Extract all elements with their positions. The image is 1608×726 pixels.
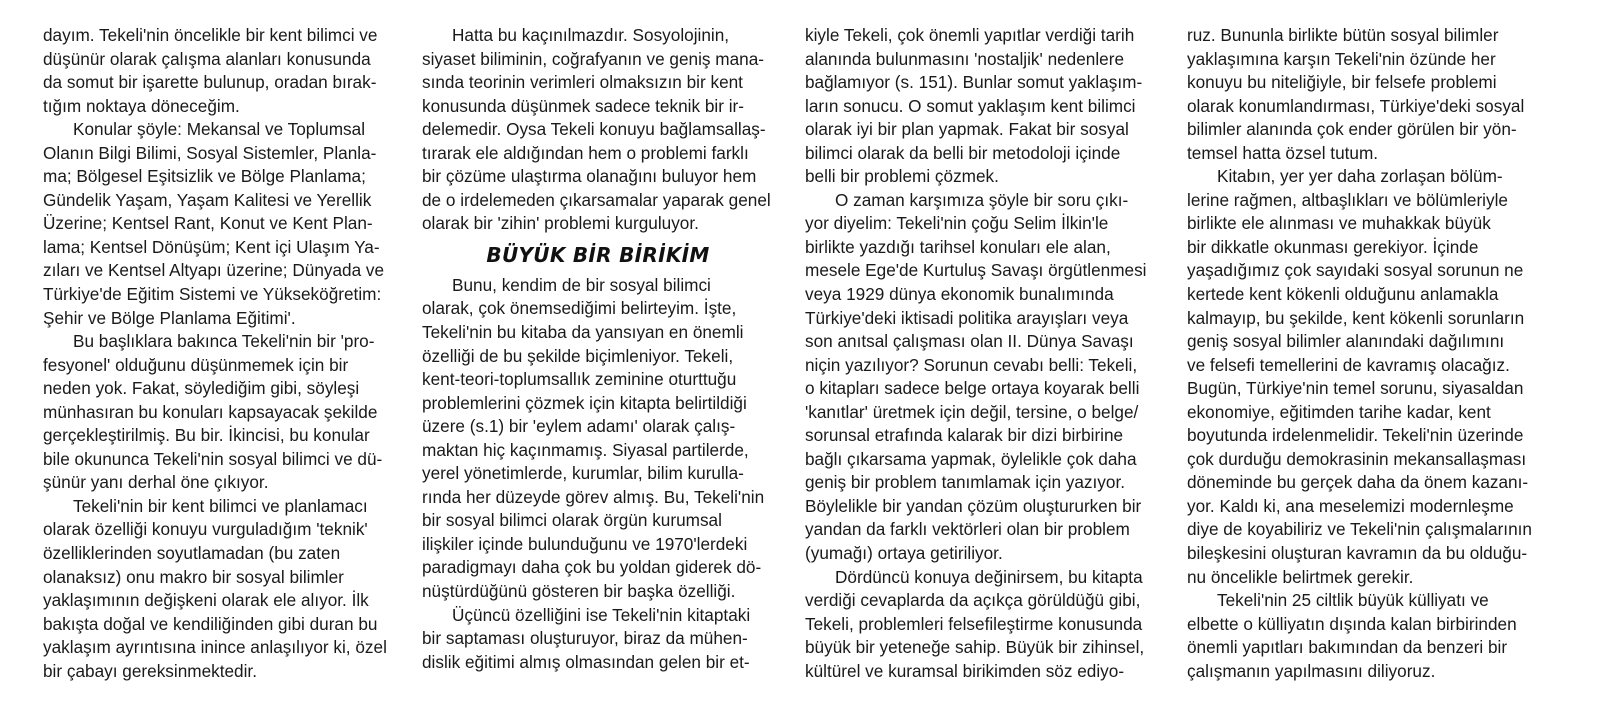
text-line: tırarak ele aldığından hem o problemi farklı <box>422 142 749 163</box>
paragraph <box>1187 165 1539 589</box>
paragraph <box>43 118 395 330</box>
text-line: Türkiye'de Eğitim Sistemi ve Yükseköğretim: <box>43 284 382 305</box>
text-line: bir çabayı gereksinmektedir. <box>43 660 257 681</box>
text-line: ilişkiler içinde bulunduğunu ve 1970'lerdeki <box>422 533 748 554</box>
text-line: geniş bir problem tanımlamak için yazıyor. <box>805 472 1126 493</box>
text-line: dayım. Tekeli'nin öncelikle bir kent bilimci ve <box>43 25 378 45</box>
text-line: münhasıran bu konuları kapsayacak şekilde <box>43 401 378 422</box>
text-line: ların sonucu. O somut yaklaşım kent bilimci <box>805 95 1136 116</box>
paragraph <box>805 24 1157 189</box>
text-line: bile okununca Tekeli'nin sosyal bilimci ve dü- <box>43 448 383 469</box>
text-line: yor. Kaldı ki, ana meselemizi modernleşme <box>1187 495 1514 516</box>
text-line: Üçüncü özelliğini ise Tekeli'nin kitaptaki <box>452 604 751 625</box>
text-line: sında teorinin verimleri olmaksızın bir kent <box>422 72 743 93</box>
text-line: diye de koyabiliriz ve Tekeli'nin çalışmalarının <box>1187 519 1532 540</box>
text-line: Kitabın, yer yer daha zorlaşan bölüm- <box>1217 166 1503 187</box>
paragraph <box>422 24 774 236</box>
text-line: kertede kent kökenli olduğunu anlamakla <box>1187 284 1499 305</box>
text-line: ruz. Bununla birlikte bütün sosyal bilimler <box>1187 25 1499 45</box>
text-line: Böylelikle bir yandan çözüm oluştururken bir <box>805 495 1142 516</box>
text-line: yaklaşım ayrıntısına inince anlaşılıyor ki, özel <box>43 637 387 658</box>
text-line: konusunda düşünmek sadece teknik bir ir- <box>422 95 744 116</box>
section-heading: BÜYÜK BİR BİRİKİM <box>486 242 710 267</box>
text-line: çok durduğu demokrasinin mekansallaşması <box>1187 448 1527 469</box>
text-line: ma; Bölgesel Eşitsizlik ve Bölge Planlama; <box>43 166 366 187</box>
text-line: olarak özelliği konuyu vurguladığım 'teknik' <box>43 519 368 540</box>
text-line: düşünür olarak çalışma alanları konusunda <box>43 48 371 69</box>
text-line: döneminde bu gerçek daha da önem kazanı- <box>1187 472 1529 493</box>
text-line: de o irdelemeden çıkarsamalar yaparak genel <box>422 189 771 210</box>
text-column-4 <box>1187 24 1539 683</box>
text-line: Tekeli'nin bu kitaba da yansıyan en önemli <box>422 322 744 343</box>
text-line: Dördüncü konuya değinirsem, bu kitapta <box>835 566 1143 587</box>
text-line: bakışta doğal ve kendiliğinden gibi duran bu <box>43 613 378 634</box>
text-line: özelliklerinden soyutlamadan (bu zaten <box>43 543 341 564</box>
text-line: sorunsal etrafında kalarak bir dizi birbirine <box>805 425 1124 446</box>
text-line: problemlerini çözmek için kitapta belirtildiği <box>422 392 747 413</box>
text-line: niçin yazılıyor? Sorunun cevabı belli: Tekeli, <box>805 354 1138 375</box>
text-column-2 <box>422 24 774 674</box>
text-line: Tekeli'nin bir kent bilimci ve planlamacı <box>73 495 368 516</box>
text-line: büyük bir yeteneğe sahip. Büyük bir zihinsel, <box>805 637 1145 658</box>
text-line: geniş sosyal bilimler alanındaki dağılımını <box>1187 331 1505 352</box>
text-line: bir dikkatle okunması gerekiyor. İçinde <box>1187 236 1479 257</box>
paragraph <box>43 495 395 683</box>
text-line: ekonomiye, eğitimden tarihe kadar, kent <box>1187 401 1491 422</box>
text-line: önemli yapıtları bakımından da benzeri bir <box>1187 637 1508 658</box>
text-line: fesyonel' olduğunu düşünmemek için bir <box>43 354 349 375</box>
text-line: bağlı çıkarsama yapmak, öylelikle çok daha <box>805 448 1137 469</box>
text-line: o kitapları sadece belge ortaya koyarak belli <box>805 378 1140 399</box>
paragraph <box>805 566 1157 684</box>
text-line: tığım noktaya döneceğim. <box>43 95 240 116</box>
text-line: kent-teori-toplumsallık zeminine oturttuğu <box>422 369 737 390</box>
text-line: Bunu, kendim de bir sosyal bilimci <box>452 274 711 295</box>
text-line: Hatta bu kaçınılmazdır. Sosyolojinin, <box>452 25 730 45</box>
paragraph <box>43 24 395 118</box>
text-line: kalmayıp, bu şekilde, kent kökenli sorunların <box>1187 307 1525 328</box>
text-line: boyutunda irdelenmelidir. Tekeli'nin üzerinde <box>1187 425 1524 446</box>
text-line: temsel hatta özsel tutum. <box>1187 142 1379 163</box>
text-line: nüştürdüğünü gösteren bir başka özelliği. <box>422 581 736 602</box>
text-line: olarak iyi bir plan yapmak. Fakat bir sosyal <box>805 119 1129 140</box>
text-line: yandan da farklı vektörleri olan bir problem <box>805 519 1130 540</box>
text-line: nu öncelikle belirtmek gerekir. <box>1187 566 1414 587</box>
text-line: Tekeli'nin 25 ciltlik büyük külliyatı ve <box>1217 590 1489 611</box>
text-line: yaklaşımının değişkeni olarak ele alıyor. İlk <box>43 590 369 611</box>
text-line: alanında bulunmasını 'nostaljik' nedenlere <box>805 48 1125 69</box>
text-line: delemedir. Oysa Tekeli konuyu bağlamsallaş- <box>422 119 766 140</box>
text-line: olarak, çok önemsediğimi belirteyim. İşte, <box>422 298 737 319</box>
text-line: üzere (s.1) bir 'eylem adamı' olarak çalış- <box>422 416 736 437</box>
text-line: ve felsefi temellerini de kavramış olacağız. <box>1187 354 1510 375</box>
text-line: rında her düzeyde görev almış. Bu, Tekeli'nin <box>422 486 765 507</box>
paragraph <box>805 189 1157 566</box>
text-line: siyaset biliminin, coğrafyanın ve geniş mana- <box>422 48 765 69</box>
text-line: elbette o külliyatın dışında kalan birbirinden <box>1187 613 1517 634</box>
text-line: kiyle Tekeli, çok önemli yapıtlar verdiği tarih <box>805 25 1135 45</box>
paragraph <box>422 604 774 675</box>
text-line: son anıtsal çalışması olan II. Dünya Savaşı <box>805 331 1134 352</box>
text-line: yaklaşımına karşın Tekeli'nin özünde her <box>1187 48 1496 69</box>
text-line: belli bir problemi çözmek. <box>805 166 999 187</box>
text-line: bilimci olarak da belli bir metodoloji içinde <box>805 142 1121 163</box>
text-line: Bugün, Türkiye'nin temel sorunu, siyasaldan <box>1187 378 1524 399</box>
text-line: da somut bir işarette bulunup, oradan bırak- <box>43 72 377 93</box>
text-line: zıları ve Kentsel Altyapı üzerine; Dünyada ve <box>43 260 385 281</box>
text-line: Olanın Bilgi Bilimi, Sosyal Sistemler, Planla- <box>43 142 377 163</box>
text-line: Şehir ve Bölge Planlama Eğitimi'. <box>43 307 296 328</box>
text-line: Gündelik Yaşam, Yaşam Kalitesi ve Yerellik <box>43 189 372 210</box>
text-line: bir sosyal bilimci olarak örgün kurumsal <box>422 510 722 531</box>
paragraph <box>43 330 395 495</box>
text-line: dislik eğitimi almış olmasından gelen bir et- <box>422 651 750 672</box>
text-line: maktan hiç kaçınmamış. Siyasal partilerde, <box>422 439 749 460</box>
text-line: bir çözüme ulaştırma olanağını buluyor hem <box>422 166 757 187</box>
text-line: bağlamıyor (s. 151). Bunlar somut yaklaşım- <box>805 72 1143 93</box>
text-line: Üzerine; Kentsel Rant, Konut ve Kent Plan- <box>43 213 373 234</box>
text-line: çalışmanın yapılmasını diliyoruz. <box>1187 660 1436 681</box>
text-line: gerçekleştirilmiş. Bu bir. İkincisi, bu konular <box>43 425 370 446</box>
text-line: yerel yönetimlerde, kurumlar, bilim kurulla- <box>422 463 744 484</box>
text-line: O zaman karşımıza şöyle bir soru çıkı- <box>835 189 1129 210</box>
text-line: olarak konumlandırması, Türkiye'deki sosyal <box>1187 95 1525 116</box>
text-line: mesele Ege'de Kurtuluş Savaşı örgütlenmesi <box>805 260 1147 281</box>
paragraph <box>1187 24 1539 165</box>
paragraph <box>1187 589 1539 683</box>
text-line: bilimler alanında çok ender görülen bir yön- <box>1187 119 1517 140</box>
text-line: Bu başlıklara bakınca Tekeli'nin bir 'pro- <box>73 331 375 352</box>
text-line: şünür yanı derhal öne çıkıyor. <box>43 472 269 493</box>
text-line: Türkiye'deki iktisadi politika arayışları veya <box>805 307 1129 328</box>
text-line: paradigmayı daha çok bu yoldan giderek dö- <box>422 557 762 578</box>
text-line: özelliği de bu şekilde biçimleniyor. Tekeli, <box>422 345 734 366</box>
text-line: yaşadığımız çok sayıdaki sosyal sorunun ne <box>1187 260 1524 281</box>
text-line: konuyu bu niteliğiyle, bir felsefe problemi <box>1187 72 1497 93</box>
text-line: verdiği cevaplarda da açıkça görüldüğü gibi, <box>805 590 1141 611</box>
text-line: lerine rağmen, altbaşlıkları ve bölümleriyle <box>1187 189 1508 210</box>
text-line: (yumağı) ortaya getiriliyor. <box>805 543 1003 564</box>
text-line: veya 1929 dünya ekonomik bunalımında <box>805 284 1114 305</box>
text-column-3 <box>805 24 1157 683</box>
text-line: birlikte yazdığı tarihsel konuları ele alan, <box>805 236 1111 257</box>
text-column-1 <box>43 24 395 683</box>
text-line: kültürel ve kuramsal birikimden söz ediyo- <box>805 660 1125 681</box>
text-line: olanaksız) onu makro bir sosyal bilimler <box>43 566 344 587</box>
text-line: Tekeli, problemleri felsefileştirme konusunda <box>805 613 1143 634</box>
paragraph <box>422 274 774 604</box>
text-line: lama; Kentsel Dönüşüm; Kent içi Ulaşım Ya- <box>43 236 380 257</box>
text-line: neden yok. Fakat, söylediğim gibi, söyleşi <box>43 378 360 399</box>
text-line: bileşkesini oluşturan kavramın da bu olduğu- <box>1187 543 1528 564</box>
text-line: bir saptaması oluşturuyor, biraz da mühen- <box>422 628 748 649</box>
text-line: birlikte ele alınması ve muhakkak büyük <box>1187 213 1491 234</box>
text-line: 'kanıtlar' üretmek için değil, tersine, o belge/ <box>805 401 1139 422</box>
text-line: olarak bir 'zihin' problemi kurguluyor. <box>422 213 699 234</box>
text-line: yor diyelim: Tekeli'nin çoğu Selim İlkin'le <box>805 213 1109 234</box>
text-line: Konular şöyle: Mekansal ve Toplumsal <box>73 119 366 140</box>
